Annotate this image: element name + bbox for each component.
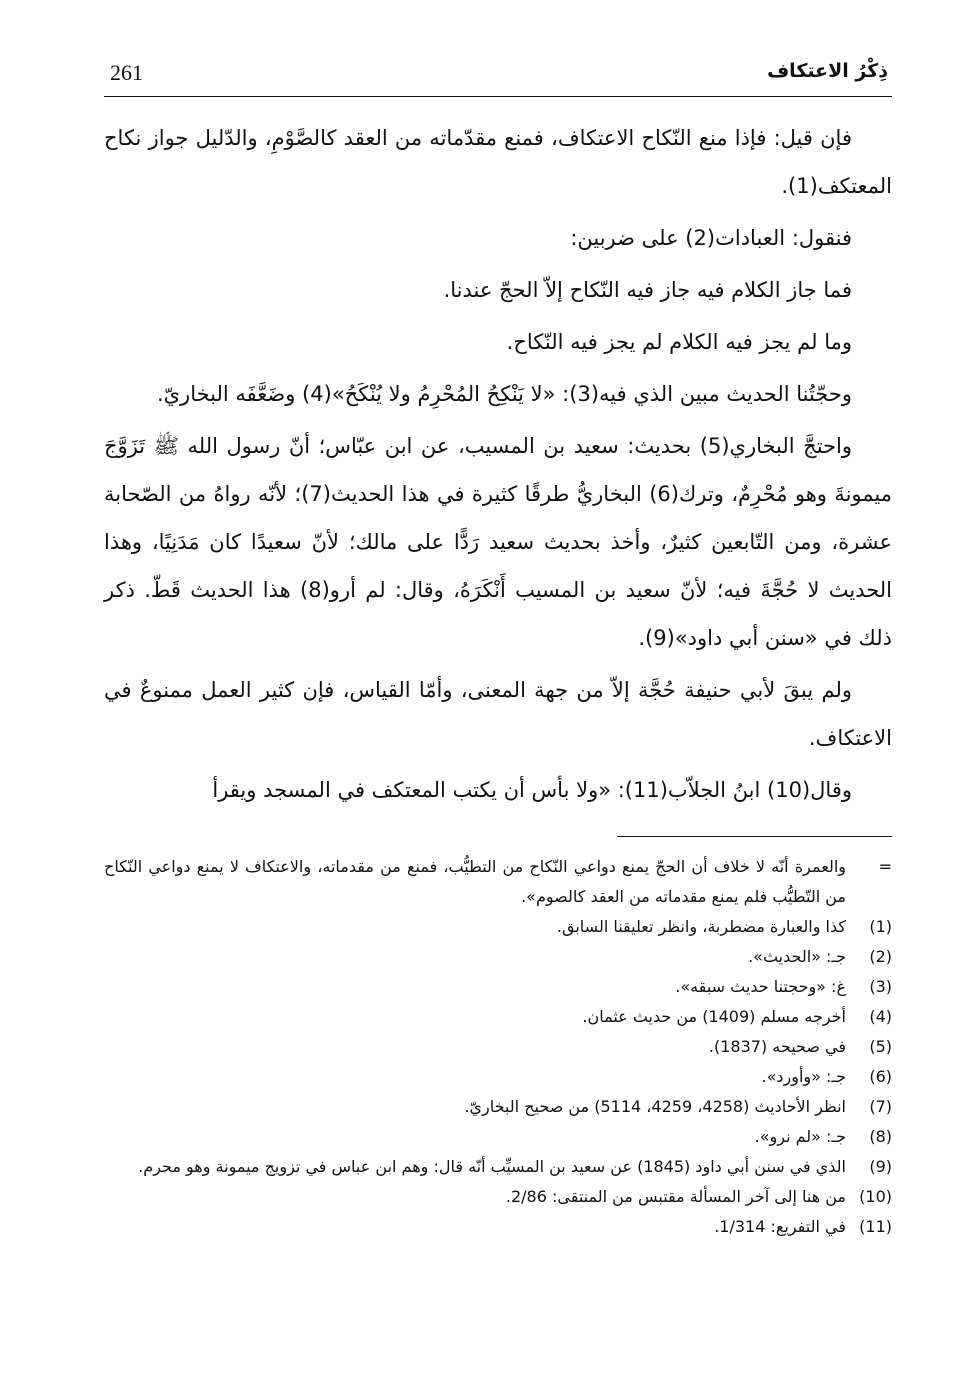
footnote-text: في التفريع: 1/314. xyxy=(714,1217,846,1236)
footnote-number: = xyxy=(878,857,892,876)
footnotes xyxy=(104,852,892,1332)
paragraph: فما جاز الكلام فيه جاز فيه النّكاح إلاّ الحجّ عندنا. xyxy=(443,278,852,302)
paragraph: فنقول: العبادات(2) على ضربين: xyxy=(570,226,852,250)
footnote-text: من هنا إلى آخر المسألة مقتبس من المنتقى: 2/86. xyxy=(505,1187,846,1206)
paragraph: وما لم يجز فيه الكلام لم يجز فيه النّكاح. xyxy=(506,330,852,354)
running-title: ذِكْرُ الاعتكاف xyxy=(767,60,888,82)
footnote-number: (3) xyxy=(869,977,892,996)
footnote-number: (9) xyxy=(869,1157,892,1176)
footnote xyxy=(104,1122,892,1152)
footnote-number: (8) xyxy=(869,1127,892,1146)
footnote xyxy=(104,1032,892,1062)
footnote-text: جـ: «الحديث». xyxy=(748,947,846,966)
header-rule xyxy=(104,96,892,97)
page-header xyxy=(104,48,892,96)
footnote-text: والعمرة أنّه لا خلاف أن الحجّ يمنع دواعي النّكاح من التطيُّب، فمنع من مقدماته، والاعتكاف لا يمنع دواعي النّكاح من التّطيُّب فلم يمنع مقدماته من العقد كالصوم». xyxy=(104,857,846,906)
footnote-text: أخرجه مسلم (1409) من حديث عثمان. xyxy=(582,1007,846,1026)
main-text xyxy=(104,114,892,836)
footnote-text: جـ: «وأورد». xyxy=(761,1067,846,1086)
footnote xyxy=(104,1152,892,1182)
footnote-number: (7) xyxy=(869,1097,892,1116)
footnote-number: (2) xyxy=(869,947,892,966)
footnote-text: الذي في سنن أبي داود (1845) عن سعيد بن المسيِّب أنّه قال: وهم ابن عباس في تزويج ميمونة وهو محرم. xyxy=(138,1157,846,1176)
footnote-text: كذا والعبارة مضطربة، وانظر تعليقنا السابق. xyxy=(556,917,846,936)
paragraph: ولم يبقَ لأبي حنيفة حُجَّة إلاّ من جهة المعنى، وأمّا القياس، فإن كثير العمل ممنوعٌ في الاعتكاف. xyxy=(104,678,892,750)
footnote-number: (10) xyxy=(859,1187,892,1206)
footnote xyxy=(104,942,892,972)
footnote-number: (4) xyxy=(869,1007,892,1026)
book-page xyxy=(104,48,892,1348)
footnote xyxy=(104,1002,892,1032)
footnote xyxy=(104,1182,892,1212)
footnote xyxy=(104,852,892,912)
footnote xyxy=(104,1212,892,1242)
paragraph: فإن قيل: فإذا منع النّكاح الاعتكاف، فمنع مقدّماته من العقد كالصَّوْمِ، والدّليل جواز نكاح المعتكف(1). xyxy=(104,126,892,198)
paragraph: واحتجَّ البخاري(5) بحديث: سعيد بن المسيب، عن ابن عبّاس؛ أنّ رسول الله ﷺ تَزَوَّجَ ميمونةَ وهو مُحْرِمٌ، وترك(6) البخاريُّ طرقًا كثيرة في هذا الحديث(7)؛ لأنّه رواهُ من الصّحابة عشرة، ومن التّابعين كثيرٌ، وأخذ بحديث سعيد رَدًّا على مالك؛ لأنّ سعيدًا كان مَدَنِيًا، وهذا الحديث لا حُجَّةَ فيه؛ لأنّ سعيد بن المسيب أَنْكَرَهُ، وقال: لم أرو(8) هذا الحديث قَطّ. ذكر ذلك في «سنن أبي داود»(9). xyxy=(104,434,893,650)
footnote-separator xyxy=(617,836,892,837)
paragraph: وقال(10) ابنُ الجلاّب(11): «ولا بأس أن يكتب المعتكف في المسجد ويقرأ xyxy=(212,778,852,802)
footnote-number: (6) xyxy=(869,1067,892,1086)
footnote-number: (1) xyxy=(869,917,892,936)
footnote-text: جـ: «لم نرو». xyxy=(754,1127,846,1146)
footnote xyxy=(104,1092,892,1122)
footnote-number: (11) xyxy=(859,1217,892,1236)
footnote xyxy=(104,912,892,942)
footnote-text: غ: «وحجتنا حديث سبقه». xyxy=(675,977,846,996)
footnote xyxy=(104,972,892,1002)
footnote-text: في صحيحه (1837). xyxy=(708,1037,846,1056)
footnote xyxy=(104,1062,892,1092)
page-number: 261 xyxy=(110,60,143,85)
footnote-number: (5) xyxy=(869,1037,892,1056)
paragraph: وحجّتُنا الحديث مبين الذي فيه(3): «لا يَنْكِحُ المُحْرِمُ ولا يُنْكَحُ»(4) وضَعَّفَه البخاريّ. xyxy=(156,382,852,406)
footnote-text: انظر الأحاديث (4258، 4259، 5114) من صحيح البخاريّ. xyxy=(464,1097,846,1116)
